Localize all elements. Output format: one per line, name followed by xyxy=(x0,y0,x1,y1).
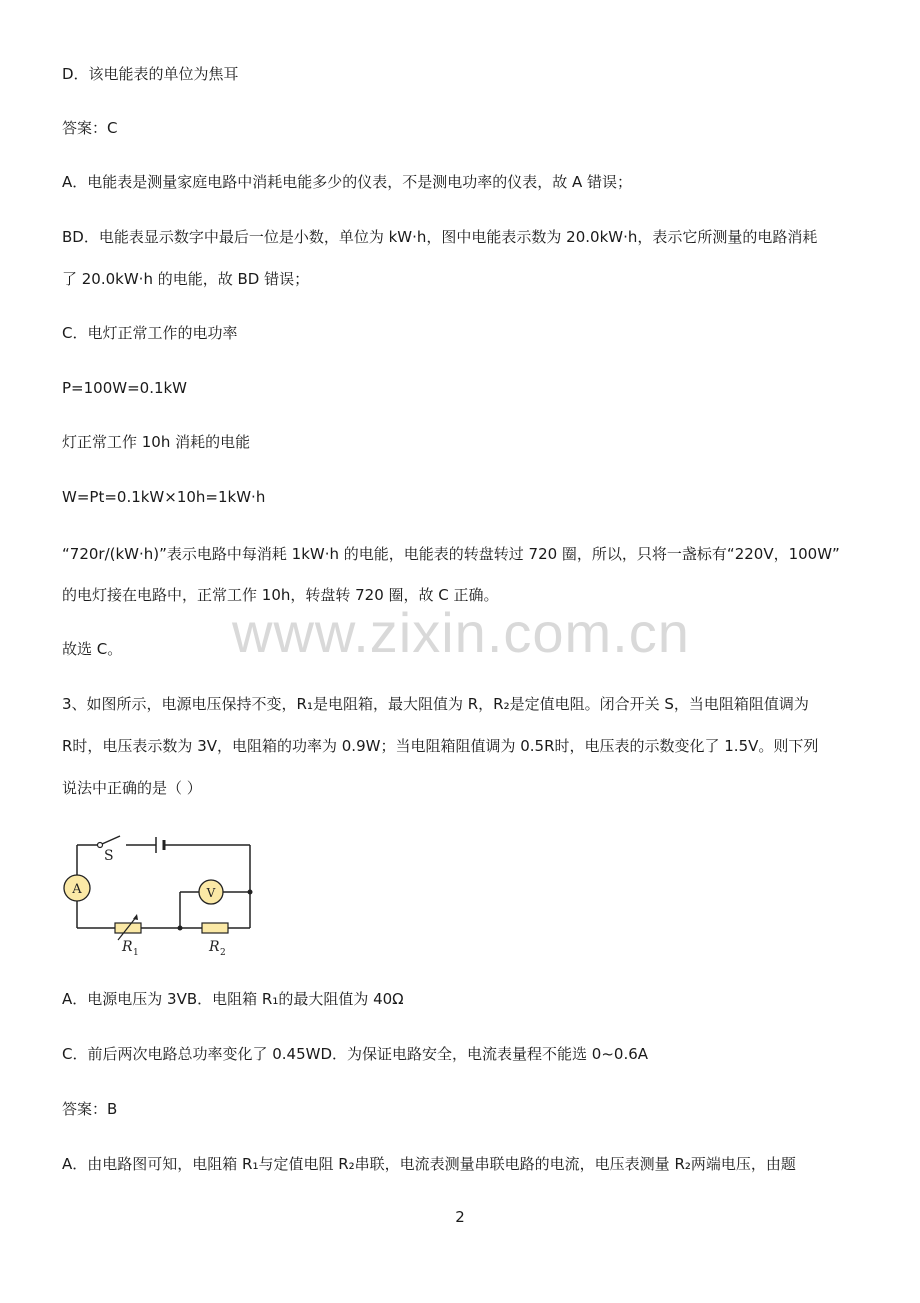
switch-label: S xyxy=(104,848,114,864)
explanation-a-2: A．由电路图可知，电阻箱 R₁与定值电阻 R₂串联，电流表测量串联电路的电流，电压表测量 R₂两端电压，由题 xyxy=(62,1155,796,1173)
explanation-bd-1: BD．电能表显示数字中最后一位是小数，单位为 kW·h，图中电能表示数为 20.0kW·h，表示它所测量的电路消耗 xyxy=(62,228,818,246)
option-d: D．该电能表的单位为焦耳 xyxy=(62,65,239,83)
resistor-r2 xyxy=(202,923,228,933)
question-3-line-2: R时，电压表示数为 3V，电阻箱的功率为 0.9W；当电阻箱阻值调为 0.5R时，电压表的示数变化了 1.5V。则下列 xyxy=(62,737,819,755)
meter-explanation-2: 的电灯接在电路中，正常工作 10h，转盘转 720 圈，故 C 正确。 xyxy=(62,586,499,604)
circuit-diagram xyxy=(60,828,260,963)
formula-power: P=100W=0.1kW xyxy=(62,379,188,397)
explanation-bd-2: 了 20.0kW·h 的电能，故 BD 错误； xyxy=(62,270,310,288)
answer-line-2: 答案：B xyxy=(62,1100,118,1118)
question-3-line-3: 说法中正确的是（ ） xyxy=(62,779,202,797)
voltmeter-icon xyxy=(199,880,223,904)
meter-explanation-1: “720r/(kW·h)”表示电路中每消耗 1kW·h 的电能，电能表的转盘转过 720 圈，所以，只将一盏标有“220V，100W” xyxy=(62,545,840,563)
explanation-c: C．电灯正常工作的电功率 xyxy=(62,324,238,342)
r1-subscript: 1 xyxy=(133,948,139,958)
svg-text:V: V xyxy=(206,886,216,900)
formula-energy: W=Pt=0.1kW×10h=1kW·h xyxy=(62,488,266,506)
conclusion: 故选 C。 xyxy=(62,640,123,658)
r1-label: R xyxy=(122,939,133,955)
svg-text:A: A xyxy=(72,882,82,897)
page-number: 2 xyxy=(455,1208,465,1226)
r2-label: R xyxy=(209,939,220,955)
energy-text: 灯正常工作 10h 消耗的电能 xyxy=(62,433,251,451)
watermark: www.zixin.com.cn xyxy=(232,601,690,664)
switch-blade xyxy=(102,836,120,844)
ammeter-icon xyxy=(64,875,90,901)
explanation-a: A．电能表是测量家庭电路中消耗电能多少的仪表，不是测电功率的仪表，故 A 错误； xyxy=(62,173,633,191)
r2-subscript: 2 xyxy=(220,948,226,958)
answer-line: 答案：C xyxy=(62,119,118,137)
question-3-line-1: 3、如图所示，电源电压保持不变，R₁是电阻箱，最大阻值为 R，R₂是定值电阻。闭合开关 S，当电阻箱阻值调为 xyxy=(62,695,809,713)
option-a-b: A．电源电压为 3VB．电阻箱 R₁的最大阻值为 40Ω xyxy=(62,990,404,1008)
resistor-box-r1 xyxy=(115,914,141,940)
option-c-d: C．前后两次电路总功率变化了 0.45WD．为保证电路安全，电流表量程不能选 0~0.6A xyxy=(62,1045,649,1063)
